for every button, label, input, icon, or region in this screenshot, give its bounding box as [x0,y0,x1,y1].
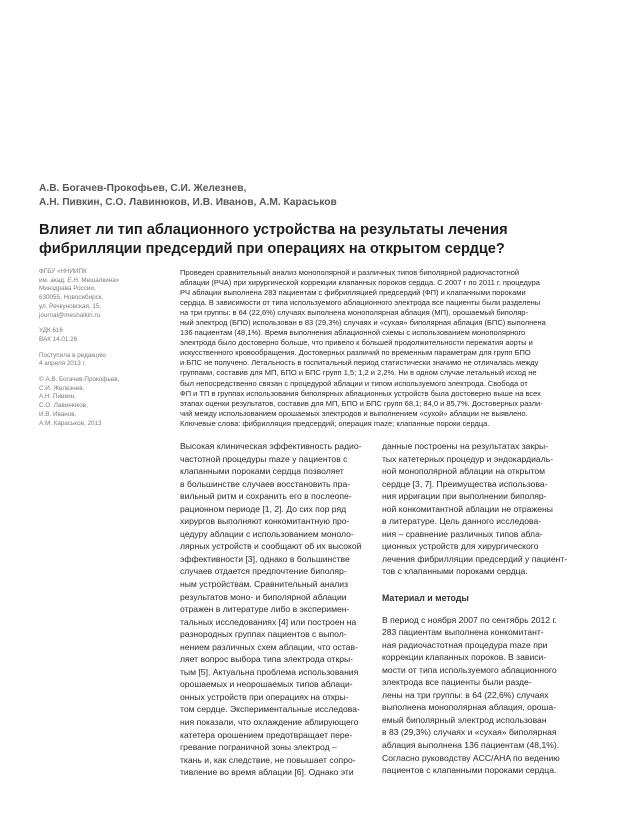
copyright [39,376,164,428]
body-line: лечения фибрилляции предсердий у пациент- [382,553,568,564]
body-line: тым [5]. Актуальна проблема использования [180,666,359,677]
body-line: пациентов с клапанными пороками сердца. [382,765,557,776]
abstract-line: и БПС не получено. Летальность в госпитальный период статистически значимо не отличалась между [180,358,539,368]
copyright-line: А.М. Караськов, 2013 [39,419,102,427]
body-line: коррекции клапанных пороков. В зависи- [382,652,547,663]
copyright-line: И.В. Иванов, [39,410,77,418]
copyright-line: А.Н. Пивкин, [39,393,76,401]
abstract-line: был непосредственно связан с процедурой аблации и типом используемого электрода. Свобода от [180,378,528,388]
body-line: отражен в литературе либо в эксперимен- [180,604,350,615]
body-line: эффективности [3], однако в большинстве [180,553,350,564]
abstract-line: чий между использованием орошаемых электродов и выполнением «сухой» аблации не выявлено. [180,408,528,418]
udc-code: УДК 616 [39,327,63,335]
body-line: катетера орошением предотвращает пере- [180,729,353,740]
vak-code: ВАК 14.01.26 [39,335,78,343]
affiliation-line: 630055, Новосибирск, [39,294,104,302]
abstract [180,268,575,429]
received-label: Поступила в редакцию [39,351,106,359]
body-line: В период с ноября 2007 по сентябрь 2012 г. [382,614,557,625]
body-line: нением различных схем аблации, что остав- [180,641,358,652]
body-line: клапанными пороками сердца позволяет [180,466,344,477]
keywords-line: Ключевые слова: фибрилляция предсердий; операция maze; клапанные пороки сердца. [180,418,490,428]
title-line: фибрилляции предсердий при операциях на открытом сердце? [39,241,505,257]
body-line: цедуру аблации с использованием моноло- [180,528,354,539]
abstract-line: на три группы: в 64 (22,6%) случаях выполнена монополярная аблация (МП), орошаемый биполяр- [180,308,528,318]
author-line: А.Н. Пивкин, С.О. Лавинюков, И.В. Иванов, А.М. Караськов [39,197,337,208]
affiliation-email: journal@meshalkin.ru [39,311,100,319]
body-line: Высокая клиническая эффективность радио- [180,441,362,451]
body-line: орошаемых и неорошаемых типов аблаци- [180,679,353,690]
body-line: лены на три группы: в 64 (22,6%) случаях [382,689,549,700]
body-line: разнородных группах пациентов с выпол- [180,629,347,640]
body-line: ным устройствам. Сравнительный анализ [180,579,349,590]
body-line: Согласно руководству ACC/AHA по ведению [382,752,560,763]
body-line: мости от типа используемого аблационного [382,664,557,675]
abstract-line: ный электрод (БПО) использован в 83 (29,3%) случаях и «сухая» биполярная аблация (БПС) выполнена [180,318,546,328]
body-line: хирургов выполняют конкомитантную про- [180,516,350,527]
body-line: ния – сравнение различных типов абла- [382,528,543,539]
body-line: онных устройств при операциях на откры- [180,691,349,702]
body-line: результатов моно- и биполярной аблации [180,591,347,602]
section-heading-methods: Материал и методы [382,593,469,604]
body-column-left [180,440,375,779]
abstract-line: 136 пациентам (48,1%). Время выполнения аблационной схемы с использованием монополярного [180,328,526,338]
body-line: емый биполярный электрод использован [382,714,547,725]
abstract-line: этапах оценки результатов, составив для МП, БПО и БПС групп 68,1; 84,0 и 85,7%. Достоверных разли- [180,398,543,408]
body-line: случаев отдается предпочтение биполяр- [180,566,347,577]
received-value: 4 апреля 2013 г. [39,360,86,368]
body-column-right [382,440,577,777]
affiliation-line: ул. Речкуновская, 15, [39,302,102,310]
body-line: тых катетерных процедур и эндокардиаль- [382,453,554,464]
body-line: рационном периоде [1, 2]. До сих пор ряд [180,503,347,514]
body-line: ния показали, что охлаждение аблирующего [180,717,359,728]
body-line: гревание пограничной зоны электрод – [180,742,337,753]
body-line: том сердце. Экспериментальные исследова- [180,704,360,715]
body-line: лярных устройств и сообщают об их высокой [180,541,362,552]
body-line: аблация выполнена 136 пациентам (48,1%). [382,740,560,751]
body-line: ной конкомитантной аблации не отражены [382,503,553,514]
abstract-line: сердца. В зависимости от типа используемого аблационного электрода все пациенты были разделены [180,298,541,308]
body-line: в 83 (29,3%) случаях и «сухая» биполярная [382,727,557,738]
author-line: А.В. Богачев-Прокофьев, С.И. Железнев, [39,183,247,194]
affiliation [39,268,164,320]
body-line: ляет вопрос выбора типа электрода откры- [180,654,354,665]
abstract-line: группами, составив для МП, БПО и БПС групп 1,5; 1,2 и 2,2%. Ни в одном случае летальный исход не [180,368,537,378]
body-line: ной монополярной аблации на открытом [382,466,546,477]
abstract-line: электрода было достоверно больше, что привело к большей продолжительности пережатия аорты и [180,338,533,348]
body-line: ния ирригации при выполнении биполяр- [382,491,547,502]
copyright-line: С.О. Лавинюков, [39,402,88,410]
body-line: ткань и, как следствие, не повышает сопро- [180,754,356,765]
copyright-line: © А.В. Богачев-Прокофьев, [39,376,120,384]
abstract-line: аблации (РЧА) при хирургической коррекции клапанных пороков сердца. С 2007 г по 2011 г. процедура [180,278,540,288]
abstract-line: искусственного кровообращения. Достоверных различий по временным параметрам для групп БПО [180,348,531,358]
classification-codes [39,327,164,344]
body-line: электрода все пациенты были разде- [382,677,532,688]
body-line: тов с клапанными пороками сердца. [382,566,528,577]
article-title [39,221,614,259]
body-line: тальных исследованиях [4] или построен на [180,616,357,627]
body-line: в большинстве случаев восстановить пра- [180,478,351,489]
abstract-line: ФП и ТП в группах использования биполярных аблационных устройств была достоверно выше на всех [180,388,541,398]
copyright-line: С.И. Железнев, [39,384,85,392]
affiliation-line: Минздрава России, [39,285,96,293]
title-line: Влияет ли тип аблационного устройства на результаты лечения [39,222,508,238]
affiliation-line: ФГБУ «ННИИПК [39,268,87,275]
body-line: частотной процедуры maze у пациентов с [180,453,348,464]
received-date [39,352,164,369]
author-list [39,182,579,210]
body-line: тивление во время аблации [6]. Однако эти [180,767,354,778]
body-line: ная радиочастотная процедура maze при [382,639,548,650]
article-sidebar [39,268,164,435]
body-line: вильный ритм и сохранить его в послеопе- [180,491,352,502]
body-line: ционных устройств для хирургического [382,541,539,552]
body-line: 283 пациентам выполнена конкомитант- [382,627,544,638]
body-line: в литературе. Цель данного исследова- [382,516,542,527]
abstract-line: Проведен сравнительный анализ монополярной и различных типов биполярной радиочастотной [180,268,520,277]
body-line: выполнена монополярная аблация, ороша- [382,702,557,713]
body-line: сердце [3, 7]. Преимущества использова- [382,478,548,489]
body-line: данные построены на результатах закры- [382,441,549,451]
affiliation-line: им. акад. Е.Н. Мешалкина» [39,276,120,284]
abstract-line: РЧ аблации выполнена 283 пациентам с фибрилляцией предсердий (ФП) и клапанными пороками [180,288,526,298]
